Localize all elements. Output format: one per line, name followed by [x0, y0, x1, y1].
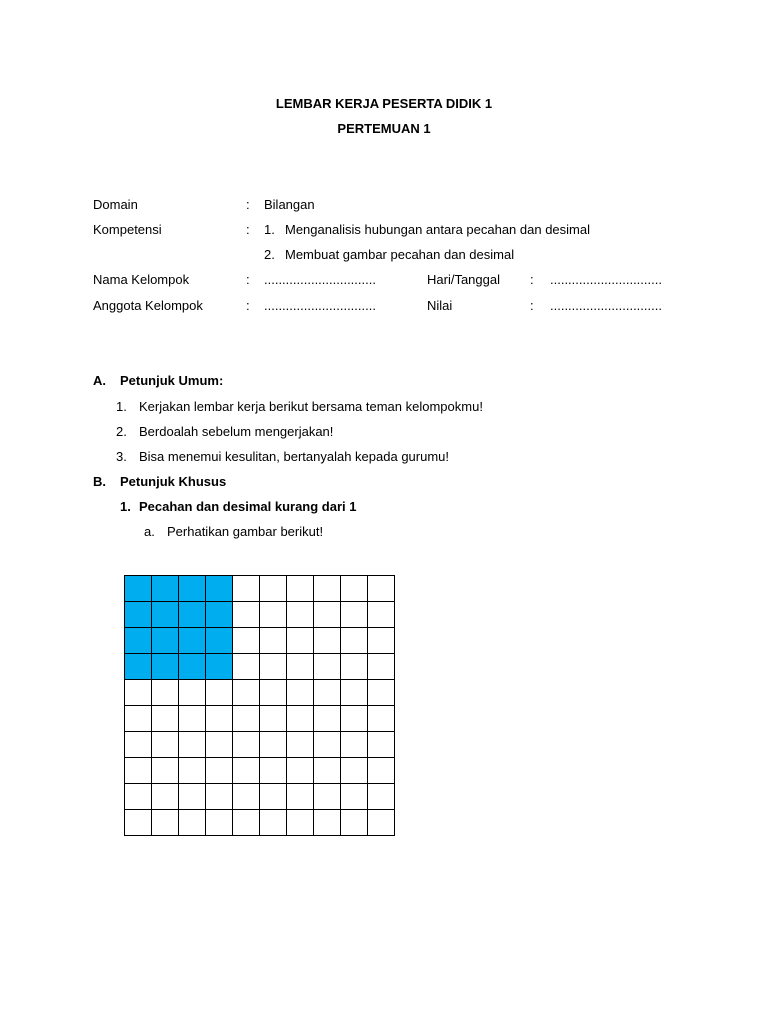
grid-cell-filled	[179, 654, 206, 680]
grid-cell	[179, 810, 206, 836]
grid-cell	[260, 628, 287, 654]
grid-cell	[152, 758, 179, 784]
nama-kelompok-blank: ...............................	[264, 272, 376, 287]
grid-cell-filled	[206, 602, 233, 628]
grid-cell	[314, 628, 341, 654]
anggota-kelompok-colon: :	[246, 298, 250, 313]
section-b-sub-num: 1.	[120, 499, 131, 514]
section-b-title: Petunjuk Khusus	[120, 474, 227, 489]
grid-cell	[125, 706, 152, 732]
grid-cell	[314, 732, 341, 758]
grid-cell	[341, 732, 368, 758]
grid-cell	[314, 784, 341, 810]
grid-cell	[152, 810, 179, 836]
kompetensi-label: Kompetensi	[93, 222, 162, 237]
grid-cell	[341, 576, 368, 602]
grid-cell	[341, 654, 368, 680]
section-a-item-1-num: 1.	[116, 399, 127, 414]
grid-cell	[287, 784, 314, 810]
grid-cell	[314, 680, 341, 706]
grid-cell	[368, 680, 395, 706]
anggota-kelompok-blank: ...............................	[264, 298, 376, 313]
grid-cell	[287, 602, 314, 628]
grid-cell	[314, 758, 341, 784]
anggota-kelompok-label: Anggota Kelompok	[93, 298, 203, 313]
grid-cell	[206, 810, 233, 836]
grid-cell	[287, 810, 314, 836]
grid-cell	[368, 732, 395, 758]
grid-cell	[368, 628, 395, 654]
grid-cell	[368, 654, 395, 680]
section-a-item-3-text: Bisa menemui kesulitan, bertanyalah kepada gurumu!	[139, 449, 450, 464]
grid-cell	[368, 784, 395, 810]
grid-cell-filled	[179, 602, 206, 628]
grid-cell	[233, 810, 260, 836]
grid-cell	[260, 706, 287, 732]
grid-cell	[125, 758, 152, 784]
page-title: LEMBAR KERJA PESERTA DIDIK 1	[275, 96, 493, 111]
grid-cell	[341, 758, 368, 784]
grid-cell	[368, 602, 395, 628]
grid-cell	[179, 680, 206, 706]
grid-cell-filled	[125, 602, 152, 628]
grid-cell	[314, 576, 341, 602]
grid-cell	[314, 810, 341, 836]
section-b-letter: B.	[93, 474, 106, 489]
grid-cell	[152, 680, 179, 706]
grid-cell	[152, 706, 179, 732]
nilai-blank: ...............................	[550, 298, 662, 313]
grid-cell	[368, 706, 395, 732]
section-a-item-2-num: 2.	[116, 424, 127, 439]
grid-cell	[287, 732, 314, 758]
grid-cell	[206, 680, 233, 706]
grid-cell	[368, 810, 395, 836]
domain-value: Bilangan	[264, 197, 315, 212]
grid-cell	[314, 654, 341, 680]
grid-cell	[287, 628, 314, 654]
grid-cell-filled	[179, 628, 206, 654]
grid-cell	[287, 654, 314, 680]
grid-cell	[233, 576, 260, 602]
kompetensi-item-2-num: 2.	[264, 247, 275, 262]
grid-cell	[233, 628, 260, 654]
grid-cell-filled	[125, 628, 152, 654]
page-subtitle: PERTEMUAN 1	[337, 121, 431, 136]
grid-cell	[341, 628, 368, 654]
grid-cell	[179, 706, 206, 732]
grid-cell	[287, 576, 314, 602]
grid-cell	[125, 784, 152, 810]
grid-cell	[233, 784, 260, 810]
grid-cell	[233, 654, 260, 680]
grid-cell	[125, 732, 152, 758]
grid-cell-filled	[152, 576, 179, 602]
grid-cell-filled	[206, 654, 233, 680]
grid-cell	[260, 680, 287, 706]
grid-cell	[368, 758, 395, 784]
section-a-item-1-text: Kerjakan lembar kerja berikut bersama teman kelompokmu!	[139, 399, 483, 414]
section-b-sub-sub-text: Perhatikan gambar berikut!	[167, 524, 324, 539]
kompetensi-item-1-num: 1.	[264, 222, 275, 237]
grid-cell-filled	[152, 628, 179, 654]
nilai-label: Nilai	[427, 298, 453, 313]
kompetensi-item-1-text: Menganalisis hubungan antara pecahan dan desimal	[285, 222, 590, 237]
nama-kelompok-colon: :	[246, 272, 250, 287]
grid-cell	[206, 784, 233, 810]
section-a-letter: A.	[93, 373, 106, 388]
grid-cell	[206, 732, 233, 758]
grid-cell	[260, 654, 287, 680]
grid-cell	[206, 758, 233, 784]
grid-cell-filled	[152, 654, 179, 680]
hari-tanggal-blank: ...............................	[550, 272, 662, 287]
section-a-item-2-text: Berdoalah sebelum mengerjakan!	[139, 424, 334, 439]
grid-cell	[341, 784, 368, 810]
grid-cell	[287, 758, 314, 784]
grid-cell	[152, 784, 179, 810]
grid-cell-filled	[152, 602, 179, 628]
grid-cell	[179, 784, 206, 810]
grid-cell	[179, 732, 206, 758]
kompetensi-colon: :	[246, 222, 250, 237]
hari-tanggal-colon: :	[530, 272, 534, 287]
grid-cell	[260, 784, 287, 810]
grid-cell	[260, 810, 287, 836]
section-b-sub-sub-letter: a.	[144, 524, 155, 539]
section-a-item-3-num: 3.	[116, 449, 127, 464]
grid-cell	[260, 602, 287, 628]
grid-cell	[341, 680, 368, 706]
grid-cell	[233, 680, 260, 706]
grid-cell	[341, 810, 368, 836]
grid-cell	[233, 758, 260, 784]
grid-cell	[287, 680, 314, 706]
grid-cell	[152, 732, 179, 758]
grid-cell-filled	[206, 576, 233, 602]
fraction-grid	[124, 575, 395, 836]
grid-cell	[125, 810, 152, 836]
grid-cell-filled	[125, 576, 152, 602]
grid-cell	[233, 706, 260, 732]
grid-cell	[341, 602, 368, 628]
hari-tanggal-label: Hari/Tanggal	[427, 272, 500, 287]
section-b-sub-title: Pecahan dan desimal kurang dari 1	[139, 499, 357, 514]
grid-cell	[260, 576, 287, 602]
grid-cell	[179, 758, 206, 784]
grid-cell	[206, 706, 233, 732]
domain-colon: :	[246, 197, 250, 212]
grid-cell	[260, 758, 287, 784]
grid-cell	[341, 706, 368, 732]
grid-cell	[314, 602, 341, 628]
grid-cell	[314, 706, 341, 732]
grid-cell	[260, 732, 287, 758]
nilai-colon: :	[530, 298, 534, 313]
domain-label: Domain	[93, 197, 138, 212]
grid-cell	[287, 706, 314, 732]
grid-cell	[233, 732, 260, 758]
grid-cell-filled	[179, 576, 206, 602]
grid-cell	[233, 602, 260, 628]
grid-cell-filled	[125, 654, 152, 680]
grid-cell	[125, 680, 152, 706]
section-a-title: Petunjuk Umum:	[120, 373, 224, 388]
grid-cell	[368, 576, 395, 602]
nama-kelompok-label: Nama Kelompok	[93, 272, 190, 287]
grid-cell-filled	[206, 628, 233, 654]
kompetensi-item-2-text: Membuat gambar pecahan dan desimal	[285, 247, 515, 262]
